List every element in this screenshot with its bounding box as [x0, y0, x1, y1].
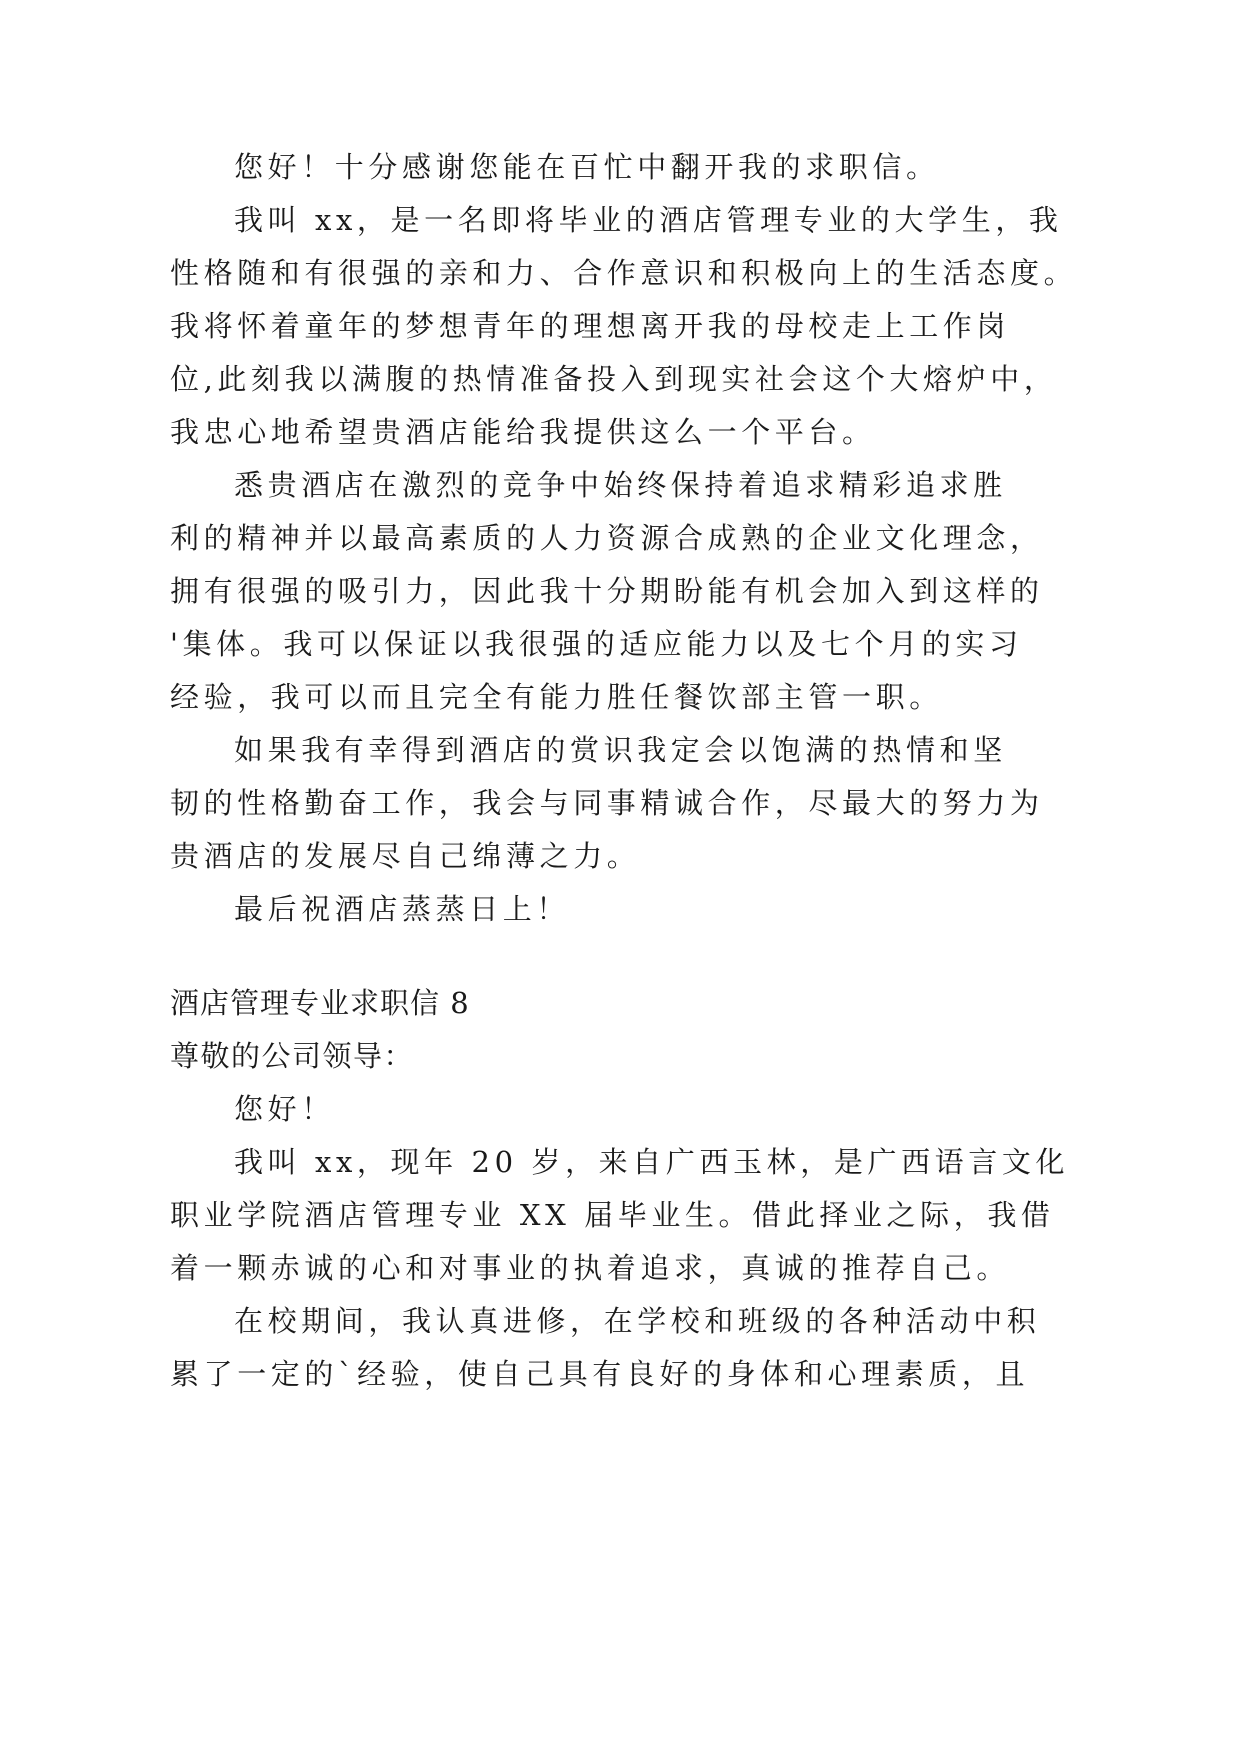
letter1-line-6: 我忠心地希望贵酒店能给我提供这么一个平台。	[170, 415, 876, 449]
letter2-line-5: 在校期间，我认真进修，在学校和班级的各种活动中积	[234, 1304, 1041, 1338]
letter2-line-3: 职业学院酒店管理专业 XX 届毕业生。借此择业之际，我借	[170, 1198, 1055, 1232]
letter2-line-1: 您好！	[234, 1092, 335, 1126]
letter1-line-11: 经验，我可以而且完全有能力胜任餐饮部主管一职。	[170, 680, 943, 714]
letter2-line-6: 累了一定的`经验，使自己具有良好的身体和心理素质，且	[170, 1357, 1030, 1391]
letter1-line-9: 拥有很强的吸引力，因此我十分期盼能有机会加入到这样的	[170, 574, 1044, 608]
letter2-title: 酒店管理专业求职信 8	[170, 986, 470, 1020]
letter2-line-2: 我叫 xx，现年 20 岁，来自广西玉林，是广西语言文化	[234, 1145, 1070, 1179]
letter1-line-1: 您好！十分感谢您能在百忙中翻开我的求职信。	[234, 150, 940, 184]
letter2-salutation: 尊敬的公司领导：	[170, 1039, 415, 1073]
letter1-line-12: 如果我有幸得到酒店的赏识我定会以饱满的热情和坚	[234, 733, 1007, 767]
letter1-line-14: 贵酒店的发展尽自己绵薄之力。	[170, 839, 641, 873]
letter1-line-7: 悉贵酒店在激烈的竞争中始终保持着追求精彩追求胜	[234, 468, 1007, 502]
letter1-line-10: '集体。我可以保证以我很强的适应能力以及七个月的实习	[170, 627, 1023, 661]
letter2-line-4: 着一颗赤诚的心和对事业的执着追求，真诚的推荐自己。	[170, 1251, 1011, 1285]
letter1-line-13: 韧的性格勤奋工作，我会与同事精诚合作，尽最大的努力为	[170, 786, 1044, 820]
letter1-line-5: 位,此刻我以满腹的热情准备投入到现实社会这个大熔炉中，	[170, 362, 1058, 396]
letter1-line-8: 利的精神并以最高素质的人力资源合成熟的企业文化理念，	[170, 521, 1044, 555]
letter1-line-2: 我叫 xx，是一名即将毕业的酒店管理专业的大学生，我	[234, 203, 1063, 237]
letter1-line-3: 性格随和有很强的亲和力、合作意识和积极向上的生活态度。	[170, 256, 1078, 290]
letter1-line-4: 我将怀着童年的梦想青年的理想离开我的母校走上工作岗	[170, 309, 1011, 343]
letter1-line-15: 最后祝酒店蒸蒸日上！	[234, 892, 571, 926]
